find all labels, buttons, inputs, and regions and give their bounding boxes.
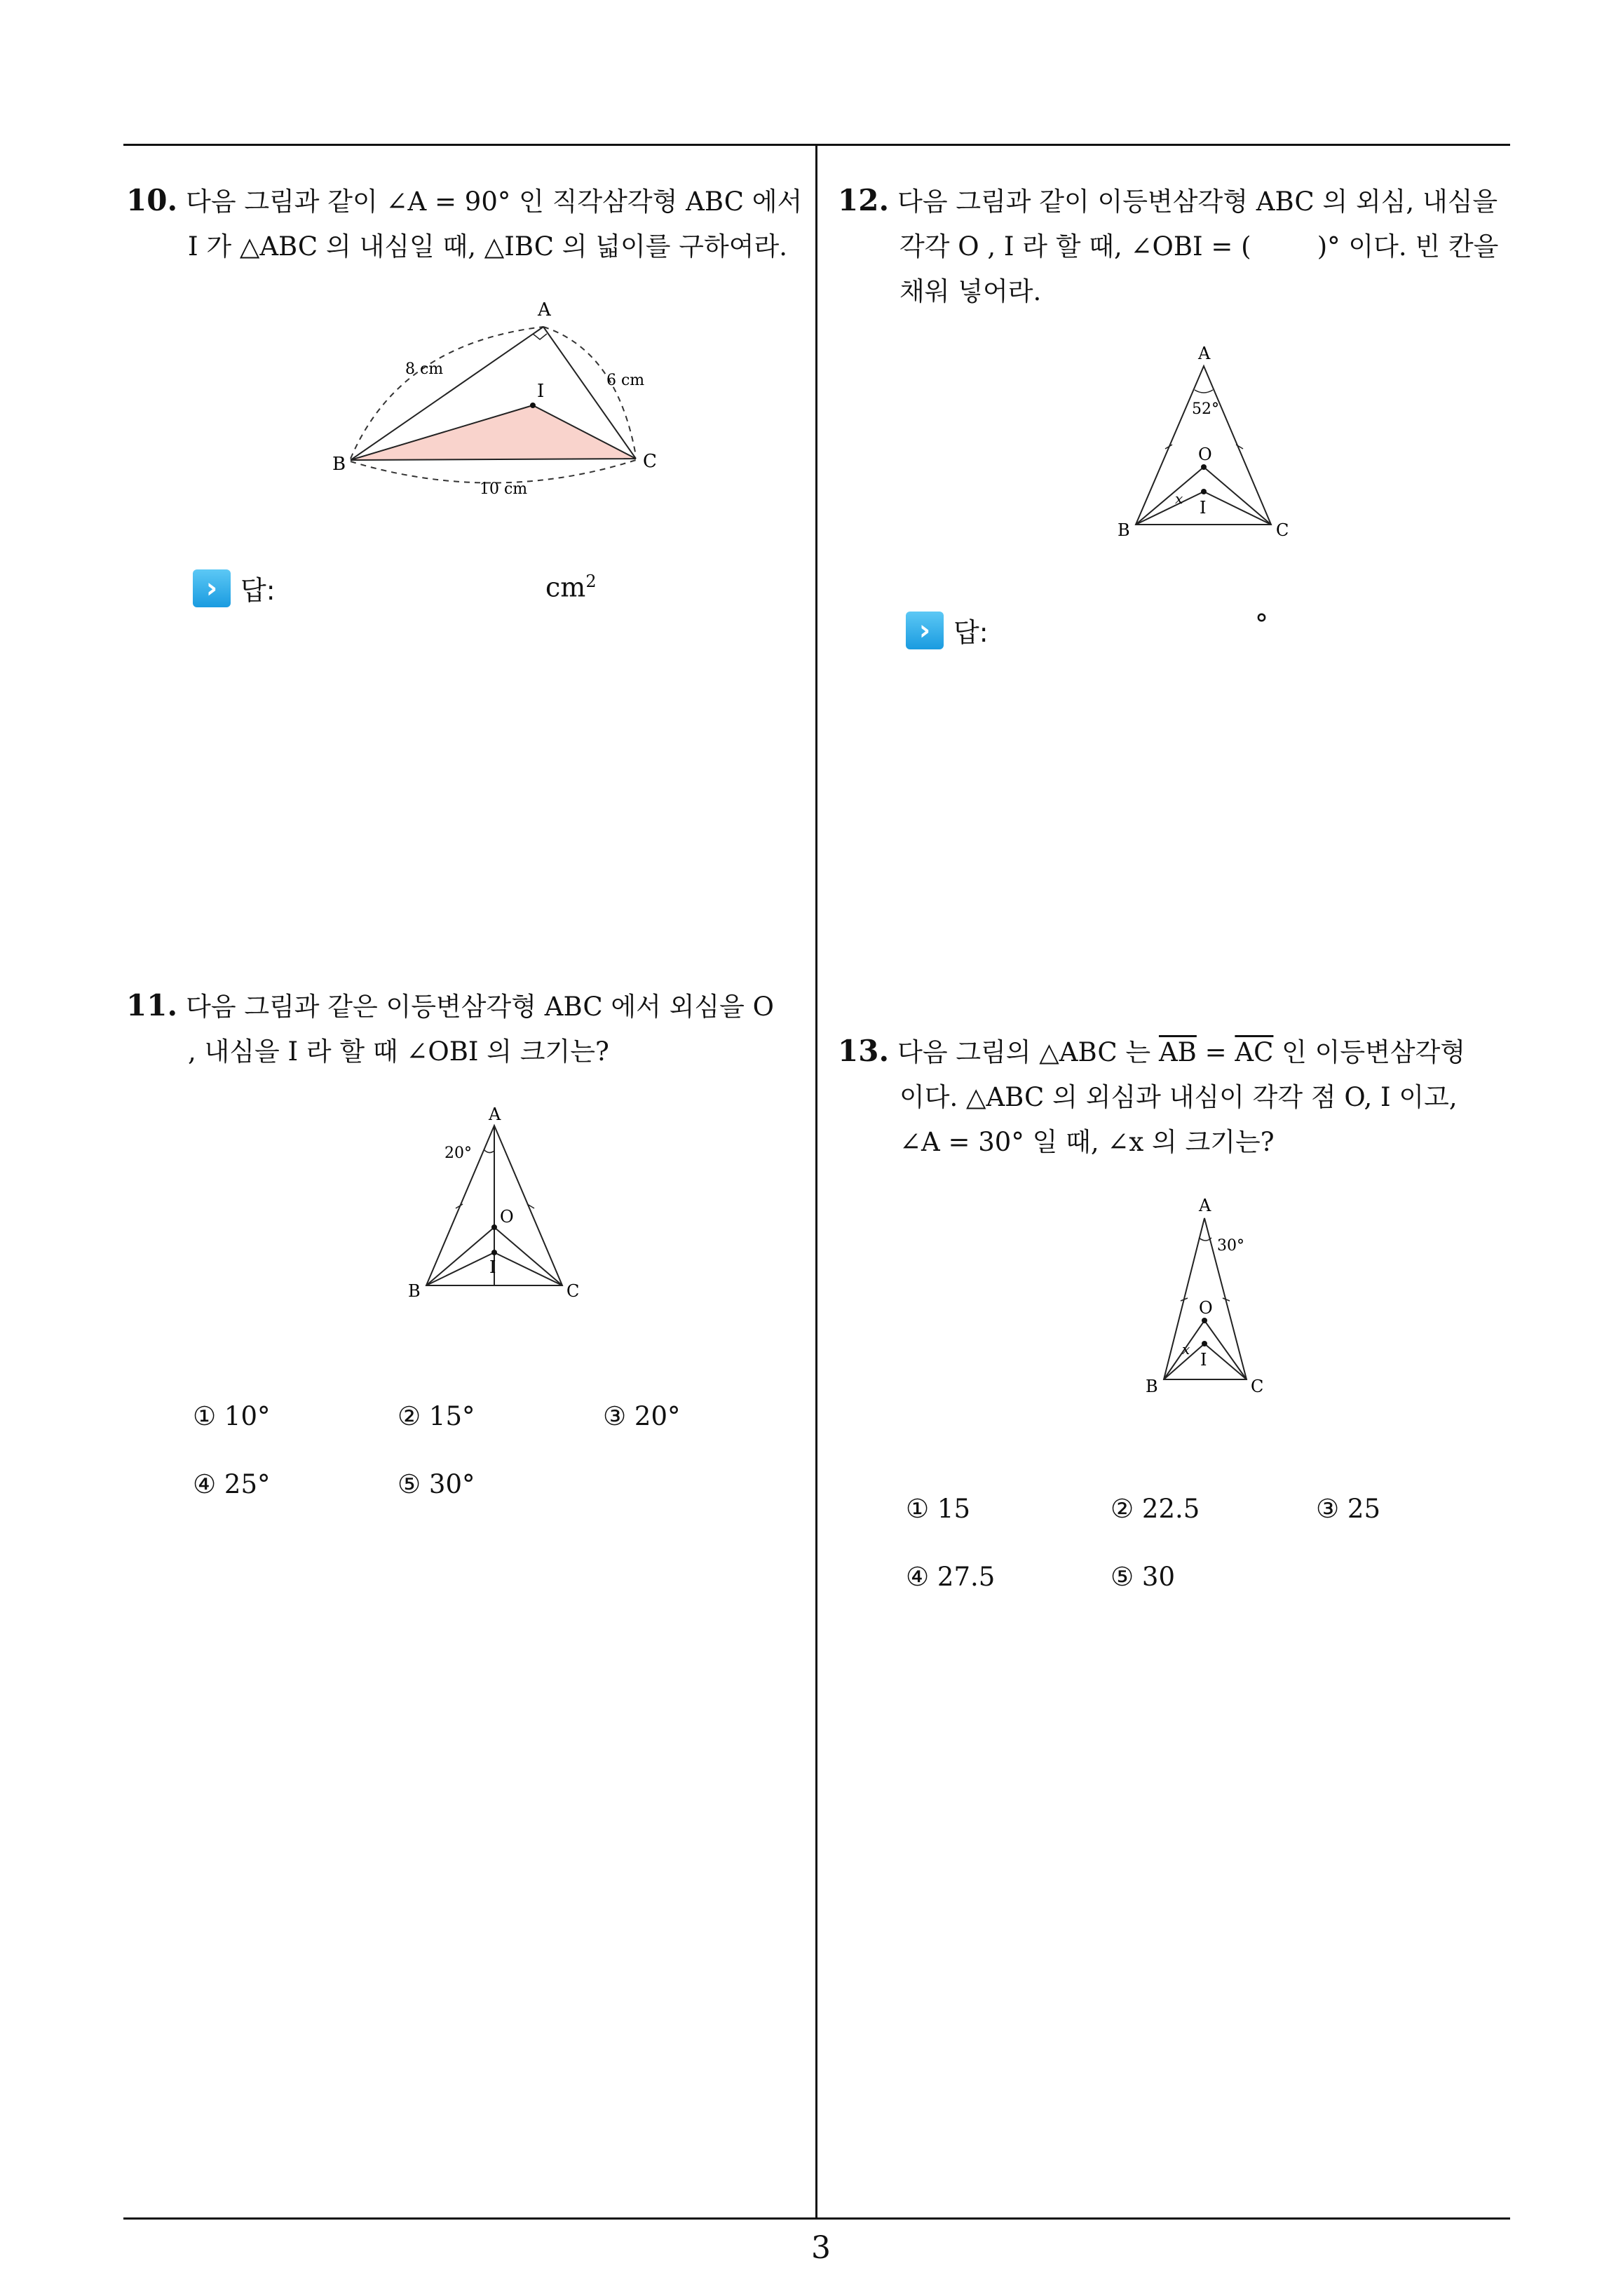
label-c: C (1251, 1377, 1264, 1396)
incenter-point (1202, 1341, 1207, 1346)
incenter-point (491, 1250, 497, 1255)
label-a: A (538, 302, 551, 320)
question-11-line-1 (126, 983, 774, 1029)
question-12-answer (906, 611, 989, 649)
question-10-line-1 (126, 178, 802, 224)
chevron-right-icon: › (906, 612, 944, 649)
choice-2[interactable]: ② 22.5 (1111, 1494, 1200, 1524)
length-ac: 6 cm (606, 372, 645, 389)
circumcenter-point (1202, 1318, 1207, 1323)
question-13-line-1 (838, 1029, 1465, 1075)
question-11-line-2: , 내심을 I 라 할 때 ∠OBI 의 크기는? (188, 1036, 609, 1067)
unit-exponent: 2 (585, 572, 597, 591)
label-o: O (500, 1207, 514, 1227)
choice-1[interactable]: ① 15 (906, 1494, 971, 1524)
label-i: I (537, 381, 545, 402)
choice-5[interactable]: ⑤ 30 (1111, 1562, 1176, 1592)
circumcenter-point (491, 1224, 497, 1230)
question-number: 10. (126, 183, 178, 217)
answer-label: 답: (953, 617, 989, 648)
question-13-line-2: 이다. △ABC 의 외심과 내심이 각각 점 O, I 이고, (899, 1082, 1458, 1112)
shaded-triangle-ibc (351, 405, 636, 460)
page-number: 3 (811, 2230, 831, 2266)
question-text-tail: 인 이등변삼각형 (1273, 1037, 1466, 1067)
equals-sign: = (1196, 1037, 1235, 1067)
column-divider (815, 144, 817, 2220)
question-12-line-1 (838, 178, 1498, 224)
circumcenter-point (1201, 464, 1207, 470)
label-o: O (1198, 445, 1212, 464)
right-angle-mark (533, 334, 547, 339)
segment-bi (426, 1252, 494, 1285)
segment-bo (426, 1227, 494, 1285)
label-c: C (1276, 520, 1289, 540)
label-c: C (566, 1281, 580, 1301)
angle-arc (1195, 390, 1213, 393)
question-11-figure (400, 1105, 589, 1308)
unit-text: cm (545, 572, 586, 603)
label-a: A (1199, 1196, 1211, 1215)
angle-label: 20° (444, 1144, 472, 1162)
tick-mark-ac (1236, 445, 1243, 449)
label-i: I (1200, 1350, 1207, 1370)
choice-3[interactable]: ③ 25 (1316, 1494, 1381, 1524)
segment-co (1204, 1321, 1247, 1379)
question-number: 11. (126, 988, 178, 1022)
length-bc: 10 cm (480, 480, 528, 498)
segment-ci (494, 1252, 562, 1285)
question-12-unit: ° (1255, 609, 1268, 640)
label-b: B (1146, 1377, 1158, 1396)
question-12-line-3: 채워 넣어라. (899, 276, 1042, 306)
segment-ab: $\overline{AB}$ (1158, 1037, 1197, 1067)
question-text: 다음 그림의 △ABC 는 (897, 1037, 1159, 1067)
question-text: 다음 그림과 같이 ∠A = 90° 인 직각삼각형 ABC 에서 (186, 187, 803, 217)
dimension-arc-bc (351, 460, 636, 483)
question-12-line-2: 각각 O , I 라 할 때, ∠OBI = ( )° 이다. 빈 칸을 (899, 231, 1499, 262)
label-a: A (1198, 344, 1211, 363)
choice-3[interactable]: ③ 20° (603, 1401, 681, 1431)
question-text: 다음 그림과 같이 이등변삼각형 ABC 의 외심, 내심을 (897, 187, 1498, 217)
question-11 (126, 983, 774, 1074)
length-ab: 8 cm (405, 360, 444, 378)
segment-co (494, 1227, 562, 1285)
choice-2[interactable]: ② 15° (398, 1401, 475, 1431)
choice-4[interactable]: ④ 27.5 (906, 1562, 996, 1592)
bottom-rule (123, 2217, 1510, 2220)
angle-x-label: x (1182, 1341, 1190, 1358)
question-number: 13. (838, 1034, 890, 1068)
question-10-answer (193, 569, 276, 607)
incenter-point (1201, 489, 1207, 494)
question-number: 12. (838, 183, 890, 217)
angle-label: 30° (1217, 1237, 1244, 1255)
segment-ac: $\overline{AC}$ (1235, 1037, 1274, 1067)
question-12 (838, 178, 1498, 314)
label-i: I (1200, 498, 1207, 518)
choice-1[interactable]: ① 10° (193, 1401, 271, 1431)
question-12-figure (1108, 344, 1311, 547)
incenter-point (530, 403, 536, 408)
label-b: B (408, 1281, 421, 1301)
question-10-unit (545, 572, 597, 603)
label-c: C (643, 451, 657, 472)
question-10-figure (330, 302, 666, 505)
angle-x-label: x (1175, 490, 1183, 507)
question-13-figure (1136, 1196, 1276, 1399)
choice-4[interactable]: ④ 25° (193, 1469, 271, 1499)
question-13-line-3: ∠A = 30° 일 때, ∠x 의 크기는? (899, 1127, 1275, 1157)
question-10-line-2: I 가 △ABC 의 내심일 때, △IBC 의 넓이를 구하여라. (188, 231, 787, 262)
question-13 (838, 1029, 1465, 1165)
angle-label: 52° (1192, 400, 1219, 418)
question-text: 다음 그림과 같은 이등변삼각형 ABC 에서 외심을 O (186, 992, 775, 1022)
answer-label: 답: (240, 575, 276, 606)
angle-arc (484, 1149, 494, 1153)
label-o: O (1199, 1298, 1213, 1318)
label-a: A (489, 1105, 501, 1124)
label-i: I (489, 1257, 496, 1277)
chevron-right-icon: › (193, 569, 231, 607)
choice-5[interactable]: ⑤ 30° (398, 1469, 475, 1499)
label-b: B (332, 454, 346, 475)
question-10 (126, 178, 802, 269)
label-b: B (1118, 520, 1130, 540)
